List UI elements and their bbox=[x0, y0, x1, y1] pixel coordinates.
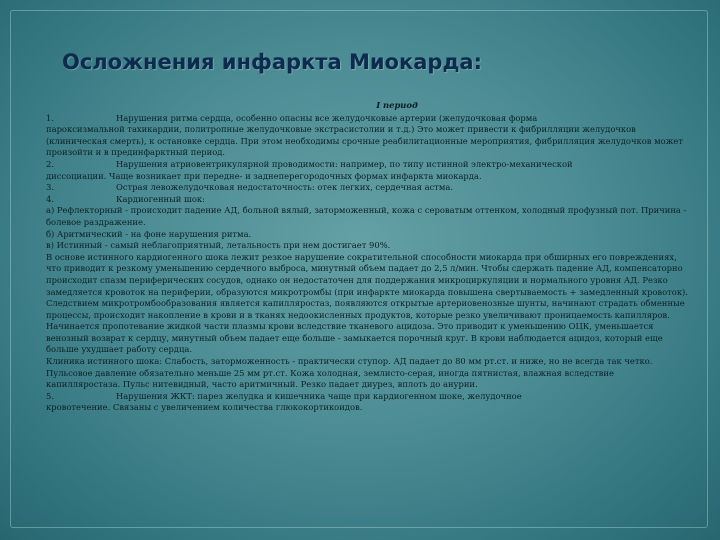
paragraph: кровотечение. Связаны с увеличением количества глюкокортикоидов. bbox=[46, 402, 363, 413]
item-number: 5. bbox=[46, 390, 54, 401]
paragraph: а) Рефлекторный - происходит падение АД, больной вялый, заторможенный, кожа с сероватым оттенком, холодный профузный пот. Причина - болевое раздражение. bbox=[46, 205, 687, 227]
item-number: 4. bbox=[46, 193, 54, 204]
item-text: Нарушения ЖКТ: парез желудка и кишечника чаще при кардиогенном шоке, желудочное bbox=[116, 390, 522, 401]
list-item bbox=[46, 194, 688, 206]
list-item bbox=[46, 159, 688, 171]
period-heading: I период bbox=[376, 100, 418, 110]
paragraph: пароксизмальной тахикардии, политропные желудочковые экстрасистолии и т.д.) Это может привести к фибрилляции желудочков (клиническая смерть), к остановке сердца. При этом необходимы срочные реабилитационные мероприятия, фибрилляция желудочков может произойти и в прединфарктный период. bbox=[46, 124, 683, 158]
paragraph: б) Аритмический - на фоне нарушения ритма. bbox=[46, 228, 252, 239]
item-text: Острая левожелудочковая недостаточность: отек легких, сердечная астма. bbox=[116, 182, 454, 193]
item-text: Нарушения ритма сердца, особенно опасны все желудочковые артерии (желудочковая форма bbox=[116, 112, 538, 123]
item-text: Кардиогенный шок: bbox=[116, 193, 205, 204]
list-item bbox=[46, 113, 688, 125]
paragraph: в) Истинный - самый неблагоприятный, летальность при нем достигает 90%. bbox=[46, 240, 391, 251]
list-item bbox=[46, 391, 688, 403]
item-number: 1. bbox=[46, 112, 54, 123]
slide-title: Осложнения инфаркта Миокарда: bbox=[62, 50, 482, 74]
slide-content bbox=[46, 100, 688, 414]
list-item bbox=[46, 182, 688, 194]
item-text: Нарушения атриовентрикулярной проводимости: например, по типу истинной электро-механической bbox=[116, 158, 573, 169]
paragraph: Клиника истинного шока: Слабость, заторможенность - практически ступор. АД падает до 80 мм рт.ст. и ниже, но не всегда так четко. Пульсовое давление обязательно меньше 25 мм рт.ст. Кожа холодная, землисто-серая, иногда пятнистая, влажная вследствие капилляростаза. Пульс нитевидный, часто аритмичный. Резко падает диурез, вплоть до анурии. bbox=[46, 356, 653, 390]
paragraph: В основе истинного кардиогенного шока лежит резкое нарушение сократительной способности миокарда при обширных его повреждениях, что приводит к резкому уменьшению сердечного выброса, минутный объем падает до 2,5 л/мин. Чтобы сдержать падение АД, компенсаторно происходит спазм периферических сосудов, однако он недостаточен для поддержания микроциркуляции и нормального уровня АД. Резко замедляется кровоток на периферии, образуются микротромбы (при инфаркте миокарда повышена свертываемость + замедленный кровоток). Следствием микротромбообразования является капилляростаз, появляются открытые артериовенозные шунты, начинают страдать обменные процессы, происходит накопление в крови и в тканях недоокисленных продуктов, которые резко увеличивают проницаемость капилляров. Начинается пропотевание жидкой части плазмы крови вследствие тканевого ацидоза. Это приводит к уменьшению ОЦК, уменьшается венозный возврат к сердцу, минутный объем падает еще больше - замыкается порочный круг. В крови наблюдается ацидоз, который еще больше ухудшает работу сердца. bbox=[46, 251, 688, 355]
paragraph: диссоциации. Чаще возникает при передне- и заднеперегородочных формах инфаркта миокарда. bbox=[46, 170, 482, 181]
item-number: 3. bbox=[46, 182, 54, 193]
item-number: 2. bbox=[46, 158, 54, 169]
